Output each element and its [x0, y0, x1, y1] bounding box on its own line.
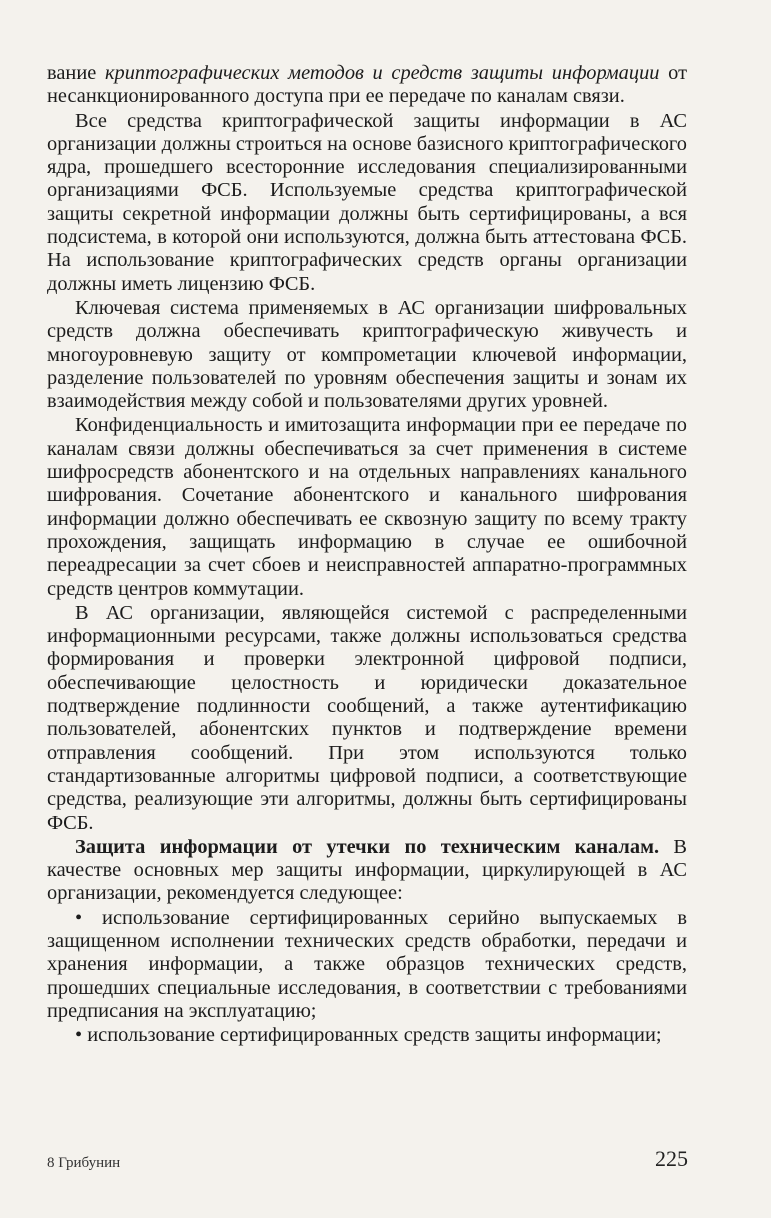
- text-run: • использование сертифицированных серийно выпускаемых в защищенном исполнении технических средств обработки, передачи и хранения информации, а также образцов технических средств, прошедших специальные исследования, в соответствии с требованиями предписания на эксплуатацию;: [47, 906, 687, 1022]
- italic-text: криптографических методов и средств защиты информации: [104, 62, 660, 84]
- paragraph: [47, 110, 687, 296]
- text-run: от несанкционированного доступа при ее передаче по каналам связи.: [47, 62, 687, 108]
- text-run: В АС организации, являющейся системой с распределенными информационными ресурсами, также должны использоваться средства формирования и проверки электронной цифровой подписи, обеспечивающие целостность и юридически доказательное подтверждение подлинности сообщений, а также аутентификацию пользователей, абонентских пунктов и подтверждение времени отправления сообщений. При этом используются только стандартизованные алгоритмы цифровой подписи, а соответствующие средства, реализующие эти алгоритмы, должны быть сертифицированы ФСБ.: [47, 601, 687, 834]
- text-run: • использование сертифицированных средств защиты информации;: [75, 1024, 662, 1047]
- paragraph: [47, 62, 687, 109]
- text-run: Все средства криптографической защиты информации в АС организации должны строиться на основе базисного криптографического ядра, прошедшего всесторонние исследования специализированными организациями ФСБ. Используемые средства криптографической защиты секретной информации должны быть сертифицированы, а вся подсистема, в которой они используются, должна быть аттестована ФСБ. На использование криптографических средств органы организации должны иметь лицензию ФСБ.: [47, 109, 687, 295]
- paragraph: [47, 836, 687, 906]
- text-run: Ключевая система применяемых в АС организации шифровальных средств должна обеспечивать криптографическую живучесть и многоуровневую защиту от компрометации ключевой информации, разделение пользователей по уровням обеспечения защиты и зонам их взаимодействия между собой и пользователями других уровней.: [47, 296, 687, 413]
- paragraph: [47, 907, 687, 1023]
- body-text: [47, 62, 687, 1048]
- paragraph: [47, 414, 687, 600]
- text-run: Конфиденциальность и имитозащита информации при ее передаче по каналам связи должны обеспечиваться за счет применения в системе шифросредств абонентского и на отдельных направлениях канального шифрования. Сочетание абонентского и канального шифрования информации должно обеспечивать ее сквозную защиту по всему тракту прохождения, защищать информацию в случае ее ошибочной переадресации за счет сбоев и неисправностей аппаратно-программных средств центров коммутации.: [47, 414, 687, 600]
- paragraph: [47, 297, 687, 413]
- paragraph: [47, 602, 687, 835]
- printer-signature: 8 Грибунин: [47, 1155, 121, 1171]
- bold-heading: Защита информации от утечки по техническим каналам.: [75, 835, 660, 858]
- text-run: В качестве основных мер защиты информации, циркулирующей в АС организации, рекомендуется следующее:: [47, 835, 688, 905]
- page-number: 225: [655, 1146, 688, 1171]
- text-run: вание: [47, 62, 105, 84]
- paragraph: [47, 1024, 687, 1047]
